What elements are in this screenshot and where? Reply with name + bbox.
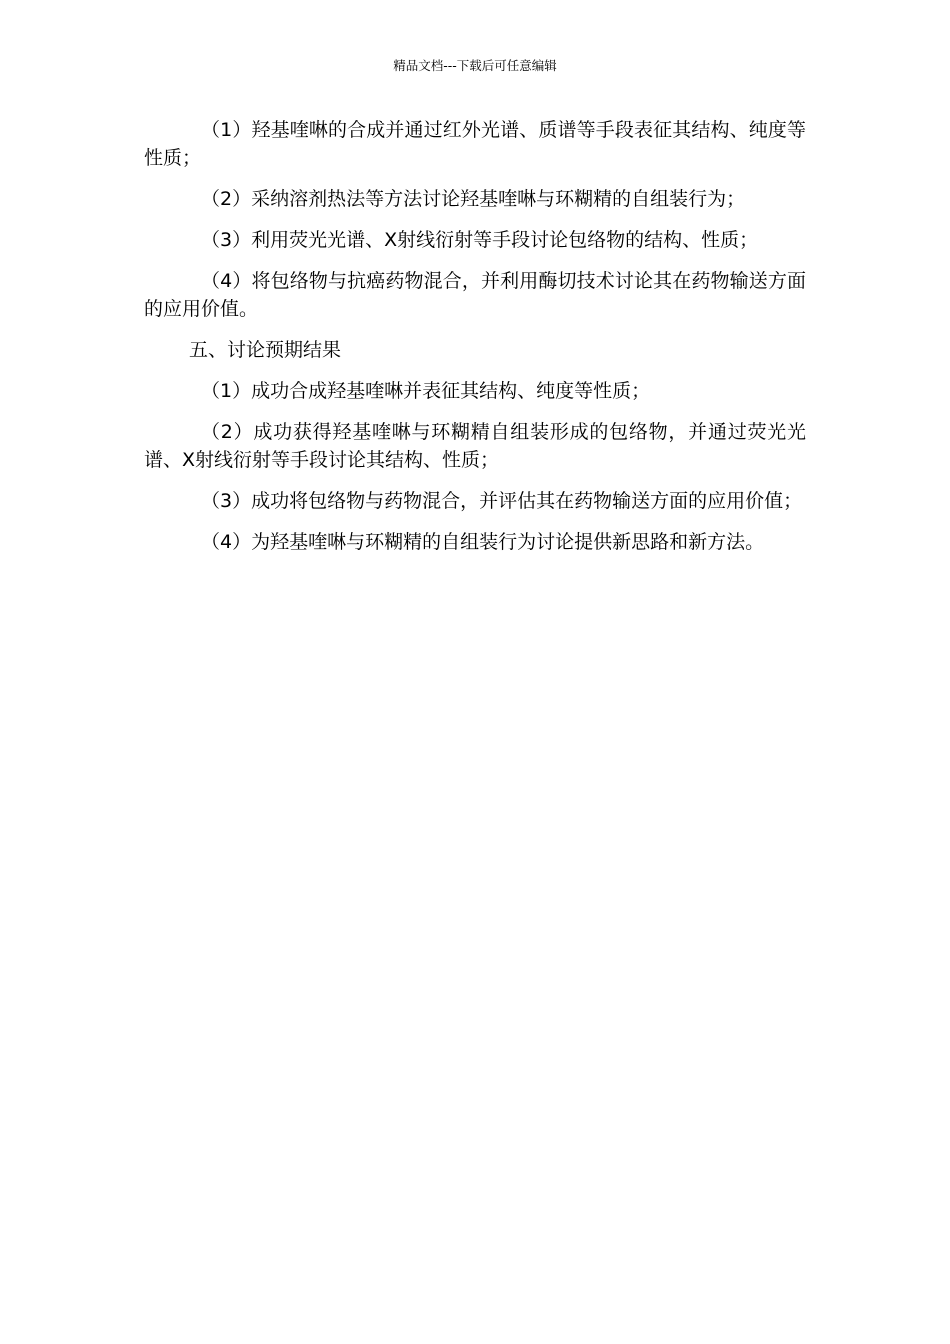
result-item-2: （2）成功获得羟基喹啉与环糊精自组装形成的包络物，并通过荧光光谱、X射线衍射等手段讨论其结构、性质； [144,421,806,471]
method-item-4: （4）将包络物与抗癌药物混合，并利用酶切技术讨论其在药物输送方面的应用价值。 [144,270,806,320]
page-header: 精品文档---下载后可任意编辑 [393,58,557,73]
result-item-1: （1）成功合成羟基喹啉并表征其结构、纯度等性质； [201,380,651,402]
result-item-3: （3）成功将包络物与药物混合，并评估其在药物输送方面的应用价值； [201,490,803,512]
method-item-2: （2）采纳溶剂热法等方法讨论羟基喹啉与环糊精的自组装行为； [201,188,746,210]
method-item-3: （3）利用荧光光谱、X射线衍射等手段讨论包络物的结构、性质； [201,229,759,251]
document-body [144,116,806,569]
result-item-4: （4）为羟基喹啉与环糊精的自组装行为讨论提供新思路和新方法。 [201,531,765,553]
method-item-1: （1）羟基喹啉的合成并通过红外光谱、质谱等手段表征其结构、纯度等性质； [144,119,806,169]
section-heading-expected-results: 五、讨论预期结果 [189,339,342,361]
